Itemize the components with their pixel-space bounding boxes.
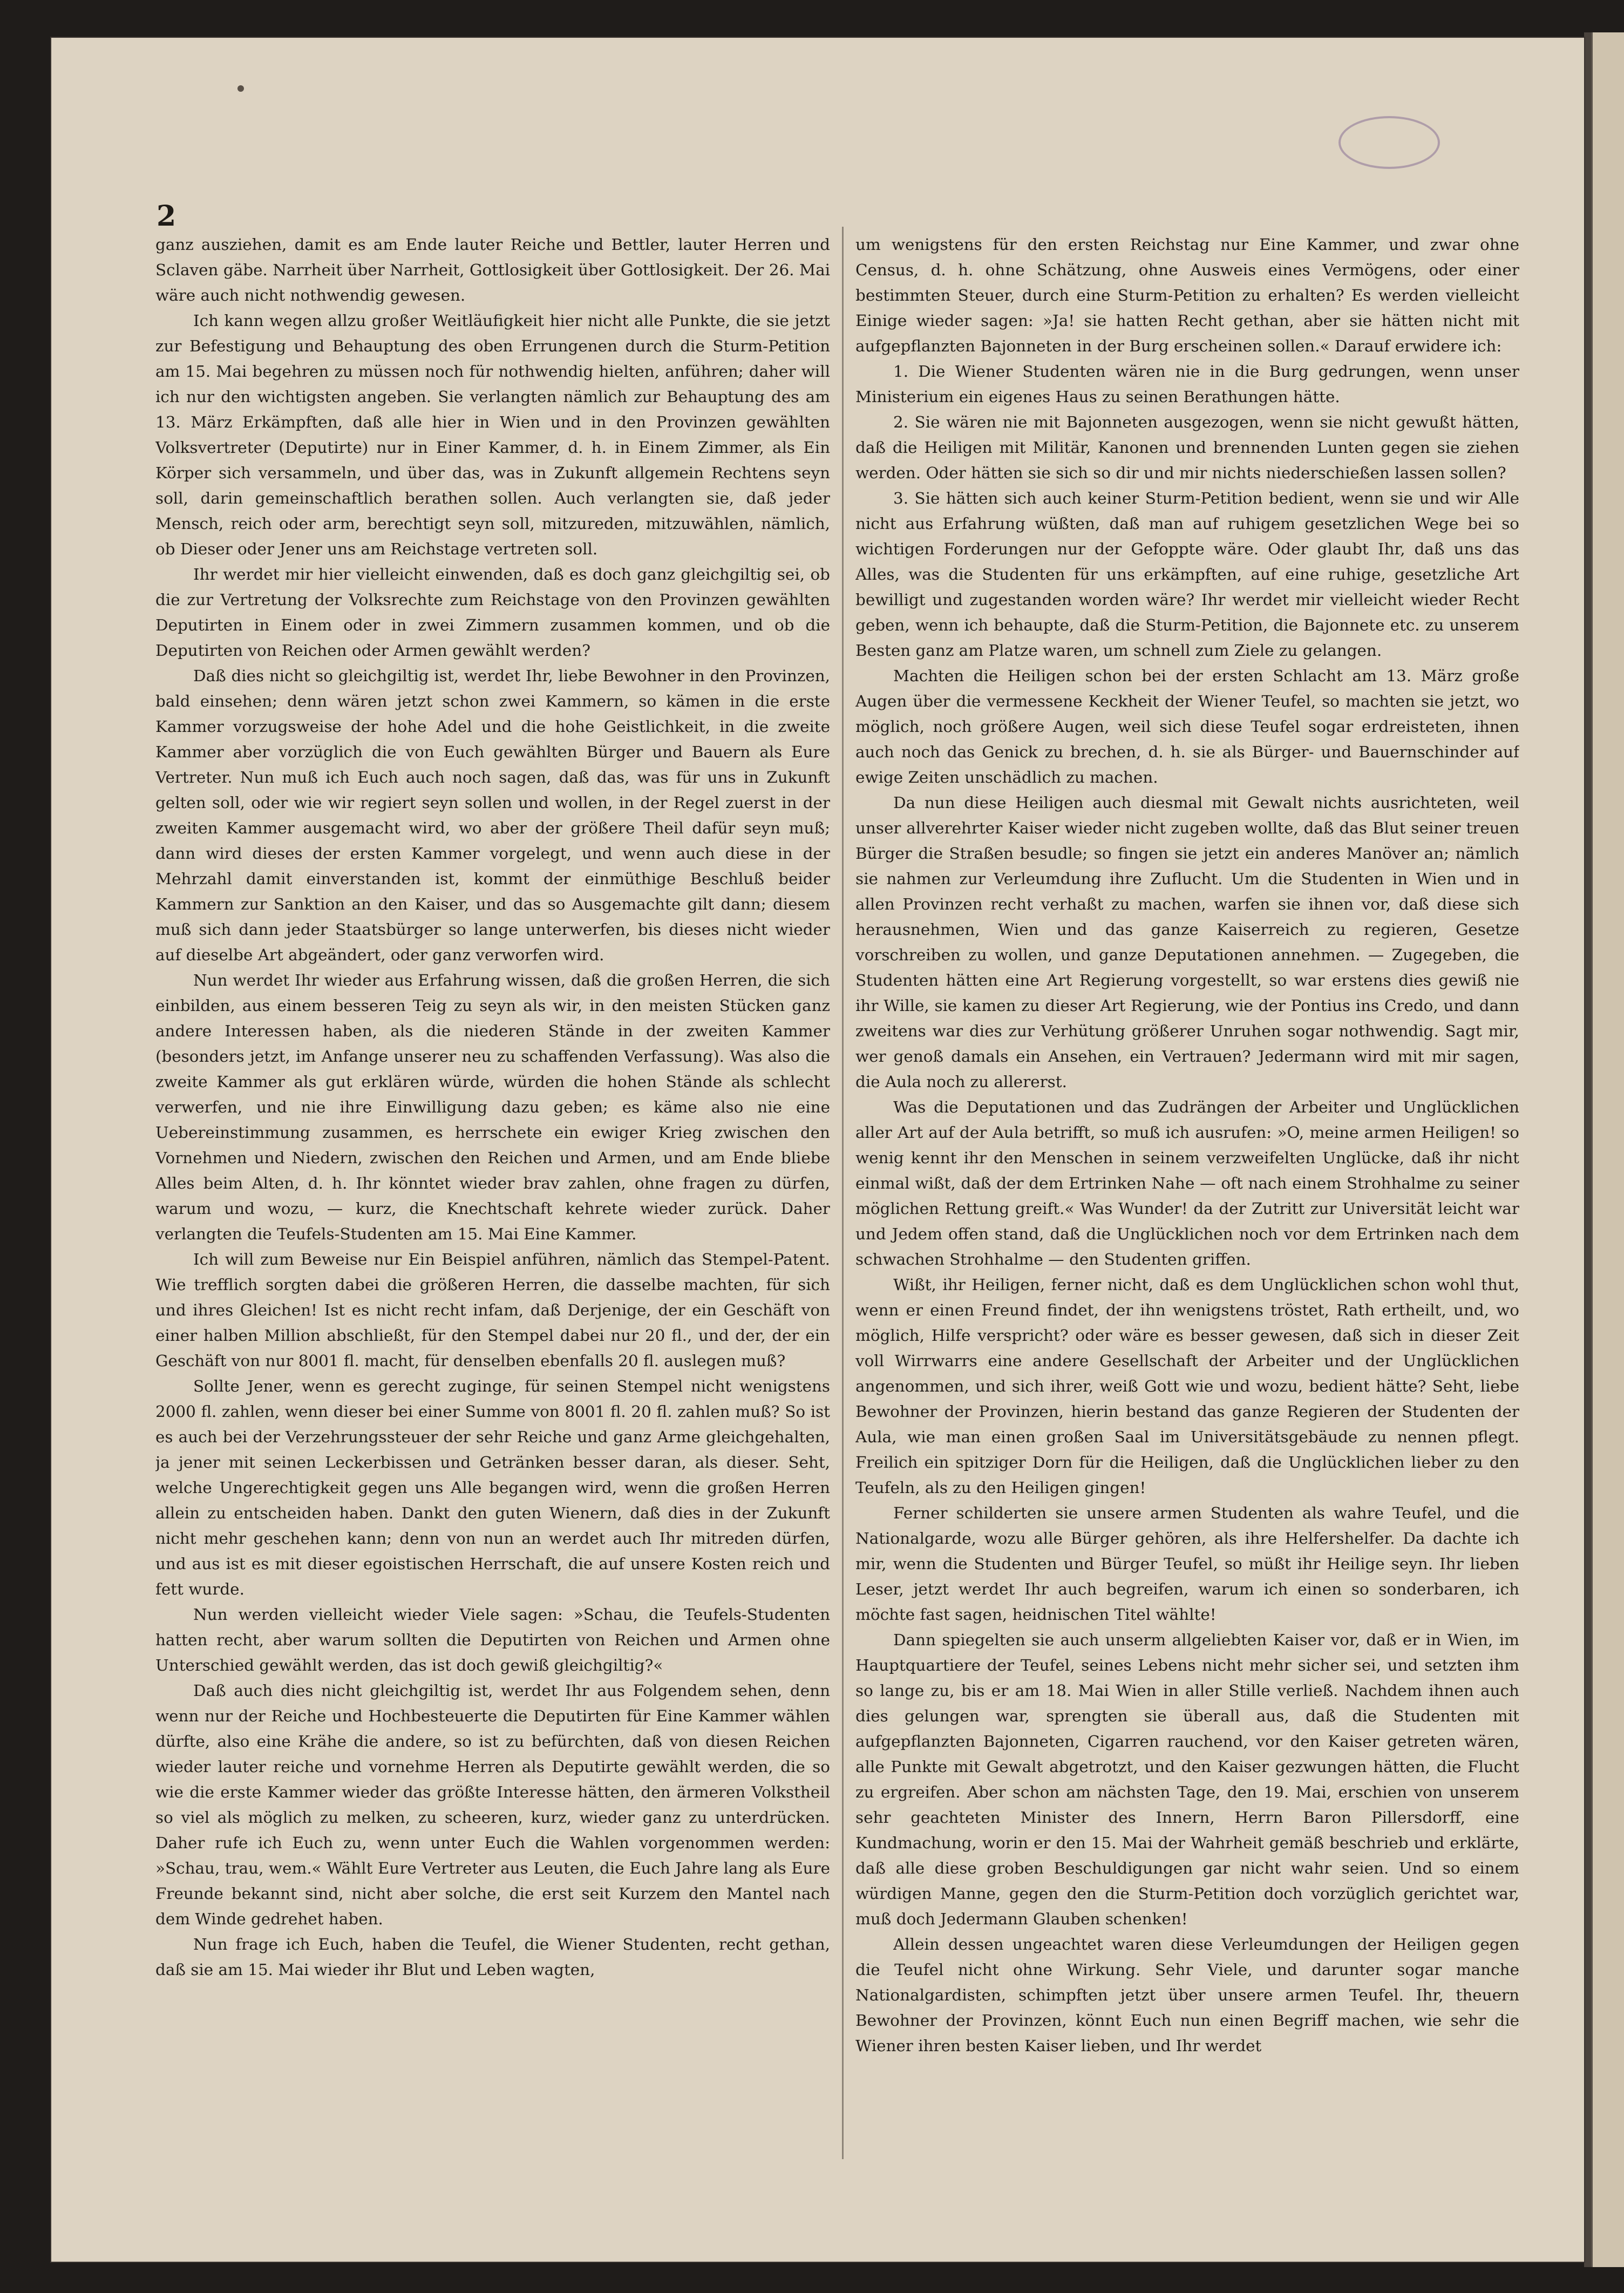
paragraph: Dann spiegelten sie auch unserm allgeliebten Kaiser vor, daß er in Wien, im Hauptquartiere der Teufel, seines Lebens nicht mehr sicher sei, und setzten ihm so lange zu, bis er am 18. Mai Wien in aller Stille verließ. Nachdem ihnen auch dies gelungen war, sprengten sie überall aus, daß die Studenten mit aufgepflanzten Bajonneten, Cigarren rauchend, vor den Kaiser getreten wären, alle Punkte mit Gewalt abgetrotzt, und den Kaiser gezwungen hätten, die Flucht zu ergreifen. Aber schon am nächsten Tage, den 19. Mai, erschien von unserem sehr geachteten Minister des Innern, Herrn Baron Pillersdorff, eine Kundmachung, worin er den 15. Mai der Wahrheit gemäß beschrieb und erklärte, daß alle diese groben Beschuldigungen gar nicht wahr seien. Und so einem würdigen Manne, gegen den die Sturm-Petition doch vorzüglich gerichtet war, muß doch Jedermann Glauben schenken! [855, 1631, 1519, 1928]
paragraph: Daß auch dies nicht gleichgiltig ist, werdet Ihr aus Folgendem sehen, denn wenn nur der Reiche und Hochbesteuerte die Deputirten für Eine Kammer wählen dürfte, also eine Krähe die andere, so ist zu befürchten, daß von diesen Reichen wieder lauter reiche und vornehme Herren als Deputirte gewählt werden, die so wie die erste Kammer wieder das größte Interesse hätten, den ärmeren Volkstheil so viel als möglich zu melken, zu scheeren, kurz, wieder ganz zu unterdrücken. Daher rufe ich Euch zu, wenn unter Euch die Wahlen vorgenommen werden: »Schau, trau, wem.« Wählt Eure Vertreter aus Leuten, die Euch Jahre lang als Eure Freunde bekannt sind, nicht aber solche, die erst seit Kurzem den Mantel nach dem Winde gedrehet haben. [155, 1681, 830, 1928]
page-number: 2 [157, 200, 176, 233]
paragraph: Ich will zum Beweise nur Ein Beispiel anführen, nämlich das Stempel-Patent. Wie trefflich sorgten dabei die größeren Herren, die dasselbe machten, für sich und ihres Gleichen! Ist es nicht recht infam, daß Derjenige, der ein Geschäft von einer halben Million abschließt, für den Stempel dabei nur 20 fl., und der, der ein Geschäft von nur 8001 fl. macht, für denselben ebenfalls 20 fl. auslegen muß? [155, 1250, 830, 1370]
paragraph: 2. Sie wären nie mit Bajonneten ausgezogen, wenn sie nicht gewußt hätten, daß die Heiligen mit Militär, Kanonen und brennenden Lunten gegen sie ziehen werden. Oder hätten sie sich so dir und mir nichts niederschießen lassen sollen? [855, 413, 1519, 482]
text-column-left [155, 232, 830, 2154]
paragraph: ganz ausziehen, damit es am Ende lauter Reiche und Bettler, lauter Herren und Sclaven gäbe. Narrheit über Narrheit, Gottlosigkeit über Gottlosigkeit. Der 26. Mai wäre auch nicht nothwendig gewesen. [155, 235, 830, 304]
paragraph: Wißt, ihr Heiligen, ferner nicht, daß es dem Unglücklichen schon wohl thut, wenn er einen Freund findet, der ihn wenigstens tröstet, Rath ertheilt, und, wo möglich, Hilfe verspricht? oder wäre es besser gewesen, daß sich in dieser Zeit voll Wirrwarrs eine andere Gesellschaft der Arbeiter und der Unglücklichen angenommen, und sich ihrer, weiß Gott wie und wozu, bedient hätte? Seht, liebe Bewohner der Provinzen, hierin bestand das ganze Regieren der Studenten der Aula, wie man einen großen Saal im Universitätsgebäude zu nennen pflegt. Freilich ein spitziger Dorn für die Heiligen, daß die Unglücklichen lieber zu den Teufeln, als zu den Heiligen gingen! [855, 1276, 1519, 1497]
paragraph: Nun frage ich Euch, haben die Teufel, die Wiener Studenten, recht gethan, daß sie am 15. Mai wieder ihr Blut und Leben wagten, [155, 1935, 830, 1979]
paper-blemish [237, 85, 244, 92]
paragraph: Daß dies nicht so gleichgiltig ist, werdet Ihr, liebe Bewohner in den Provinzen, bald einsehen; denn wären jetzt schon zwei Kammern, so kämen in die erste Kammer vorzugsweise der hohe Adel und die hohe Geistlichkeit, in die zweite Kammer aber vorzüglich die von Euch gewählten Bürger und Bauern als Eure Vertreter. Nun muß ich Euch auch noch sagen, daß das, was für uns in Zukunft gelten soll, oder wie wir regiert seyn sollen und wollen, in der Regel zuerst in der zweiten Kammer ausgemacht wird, wo aber der größere Theil dafür seyn muß; dann wird dieses der ersten Kammer vorgelegt, und wenn auch diese in der Mehrzahl damit einverstanden ist, kommt der einmüthige Beschluß beider Kammern zur Sanktion an den Kaiser, und das so Ausgemachte gilt dann; diesem muß sich dann jeder Staatsbürger so lange unterwerfen, bis dieses nicht wieder auf dieselbe Art abgeändert, oder ganz verworfen wird. [155, 667, 830, 964]
paragraph: Allein dessen ungeachtet waren diese Verleumdungen der Heiligen gegen die Teufel nicht ohne Wirkung. Sehr Viele, und darunter sogar manche Nationalgardisten, schimpften jetzt über unsere armen Teufel. Ihr, theuern Bewohner der Provinzen, könnt Euch nun einen Begriff machen, wie sehr die Wiener ihren besten Kaiser lieben, und Ihr werdet [855, 1935, 1519, 2055]
paragraph: Sollte Jener, wenn es gerecht zuginge, für seinen Stempel nicht wenigstens 2000 fl. zahlen, wenn dieser bei einer Summe von 8001 fl. 20 fl. zahlen muß? So ist es auch bei der Verzehrungssteuer der sehr Reiche und ganz Arme gleichgehalten, ja jener mit seinen Leckerbissen und Getränken besser daran, als dieser. Seht, welche Ungerechtigkeit gegen uns Alle begangen wird, wenn die großen Herren allein zu entscheiden haben. Dankt den guten Wienern, daß dies in der Zukunft nicht mehr geschehen kann; denn von nun an werdet auch Ihr mitreden dürfen, und aus ist es mit dieser egoistischen Herrschaft, die auf unsere Kosten reich und fett wurde. [155, 1377, 830, 1598]
paragraph: 1. Die Wiener Studenten wären nie in die Burg gedrungen, wenn unser Ministerium ein eigenes Haus zu seinen Berathungen hätte. [855, 362, 1519, 406]
paragraph: Was die Deputationen und das Zudrängen der Arbeiter und Unglücklichen aller Art auf der Aula betrifft, so muß ich ausrufen: »O, meine armen Heiligen! so wenig kennt ihr den Menschen in seinem verzweifelten Unglücke, daß ihr nicht einmal wißt, daß der dem Ertrinken Nahe — oft nach einem Strohhalme zu seiner möglichen Rettung greift.« Was Wunder! da der Zutritt zur Universität leicht war und Jedem offen stand, daß die Unglücklichen noch vor dem Ertrinken nach dem schwachen Strohhalme — den Studenten griffen. [855, 1098, 1519, 1268]
paragraph: Da nun diese Heiligen auch diesmal mit Gewalt nichts ausrichteten, weil unser allverehrter Kaiser wieder nicht zugeben wollte, daß das Blut seiner treuen Bürger die Straßen besudle; so fingen sie jetzt ein anderes Manöver an; nämlich sie nahmen zur Verleumdung ihre Zuflucht. Um die Studenten in Wien und in allen Provinzen recht verhaßt zu machen, warfen sie ihnen vor, daß diese sich herausnehmen, Wien und das ganze Kaiserreich zu regieren, Gesetze vorschreiben zu wollen, und ganze Deputationen annehmen. — Zugegeben, die Studenten hätten eine Art Regierung vorgestellt, so war erstens dies gewiß nie ihr Wille, sie kamen zu dieser Art Regierung, wie der Pontius ins Credo, und dann zweitens war dies zur Verhütung größerer Unruhen sogar nothwendig. Sagt mir, wer genoß damals ein Ansehen, ein Vertrauen? Jedermann wird mit mir sagen, die Aula noch zu allererst. [855, 793, 1519, 1091]
column-divider [842, 227, 844, 2159]
paragraph: Nun werdet Ihr wieder aus Erfahrung wissen, daß die großen Herren, die sich einbilden, aus einem besseren Teig zu seyn als wir, in den meisten Stücken ganz andere Interessen haben, als die niederen Stände in der zweiten Kammer (besonders jetzt, im Anfange unserer neu zu schaffenden Verfassung). Was also die zweite Kammer als gut erklären würde, würden die hohen Stände als schlecht verwerfen, und nie ihre Einwilligung dazu geben; es käme also nie eine Uebereinstimmung zusammen, es herrschete ein ewiger Krieg zwischen den Vornehmen und Niedern, zwischen den Reichen und Armen, und am Ende bliebe Alles beim Alten, d. h. Ihr könntet wieder brav zahlen, ohne fragen zu dürfen, warum und wozu, — kurz, die Knechtschaft kehrete wieder zurück. Daher verlangten die Teufels-Studenten am 15. Mai Eine Kammer. [155, 971, 830, 1243]
paragraph: Nun werden vielleicht wieder Viele sagen: »Schau, die Teufels-Studenten hatten recht, aber warum sollten die Deputirten von Reichen und Armen ohne Unterschied gewählt werden, das ist doch gewiß gleichgiltig?« [155, 1605, 830, 1674]
library-stamp [1338, 116, 1440, 169]
next-page-strip [1591, 32, 1624, 2267]
text-column-right [855, 232, 1519, 2154]
sheet-edge [1584, 32, 1591, 2267]
paragraph: Machten die Heiligen schon bei der ersten Schlacht am 13. März große Augen über die vermessene Keckheit der Wiener Teufel, so machten sie jetzt, wo möglich, noch größere Augen, weil sich diese Teufel sogar erdreisteten, ihnen auch noch das Genick zu brechen, d. h. sie als Bürger- und Bauernschinder auf ewige Zeiten unschädlich zu machen. [855, 667, 1519, 786]
paragraph: Ihr werdet mir hier vielleicht einwenden, daß es doch ganz gleichgiltig sei, ob die zur Vertretung der Volksrechte zum Reichstage von den Provinzen gewählten Deputirten in Einem oder in zwei Zimmern zusammen kommen, und ob die Deputirten von Reichen oder Armen gewählt werden? [155, 565, 830, 660]
paragraph: Ferner schilderten sie unsere armen Studenten als wahre Teufel, und die Nationalgarde, wozu alle Bürger gehören, als ihre Helfershelfer. Da dachte ich mir, wenn die Studenten und Bürger Teufel, so müßt ihr Heilige seyn. Ihr lieben Leser, jetzt werdet Ihr auch begreifen, warum ich einen so sonderbaren, ich möchte fast sagen, heidnischen Titel wählte! [855, 1504, 1519, 1624]
paragraph: Ich kann wegen allzu großer Weitläufigkeit hier nicht alle Punkte, die sie jetzt zur Befestigung und Behauptung des oben Errungenen durch die Sturm-Petition am 15. Mai begehren zu müssen noch für nothwendig hielten, anführen; daher will ich nur den wichtigsten angeben. Sie verlangten nämlich zur Behauptung des am 13. März Erkämpften, daß alle hier in Wien und in den Provinzen gewählten Volksvertreter (Deputirte) nur in Einer Kammer, d. h. in Einem Zimmer, als Ein Körper sich versammeln, und über das, was in Zukunft allgemein Rechtens seyn soll, darin gemeinschaftlich berathen sollen. Auch verlangten sie, daß jeder Mensch, reich oder arm, berechtigt seyn soll, mitzureden, mitzuwählen, nämlich, ob Dieser oder Jener uns am Reichstage vertreten soll. [155, 311, 830, 558]
paragraph: 3. Sie hätten sich auch keiner Sturm-Petition bedient, wenn sie und wir Alle nicht aus Erfahrung wüßten, daß man auf ruhigem gesetzlichen Wege bei so wichtigen Forderungen nur der Gefoppte wäre. Oder glaubt Ihr, daß uns das Alles, was die Studenten für uns erkämpften, auf eine ruhige, gesetzliche Art bewilligt und zugestanden worden wäre? Ihr werdet mir vielleicht wieder Recht geben, wenn ich behaupte, daß die Sturm-Petition, die Bajonnete etc. zu unserem Besten ganz am Platze waren, um schnell zum Ziele zu gelangen. [855, 489, 1519, 660]
paragraph: um wenigstens für den ersten Reichstag nur Eine Kammer, und zwar ohne Census, d. h. ohne Schätzung, ohne Ausweis eines Vermögens, oder einer bestimmten Steuer, durch eine Sturm-Petition zu erhalten? Es werden vielleicht Einige wieder sagen: »Ja! sie hatten Recht gethan, aber sie hätten nicht mit aufgepflanzten Bajonneten in der Burg erscheinen sollen.« Darauf erwidere ich: [855, 235, 1519, 355]
